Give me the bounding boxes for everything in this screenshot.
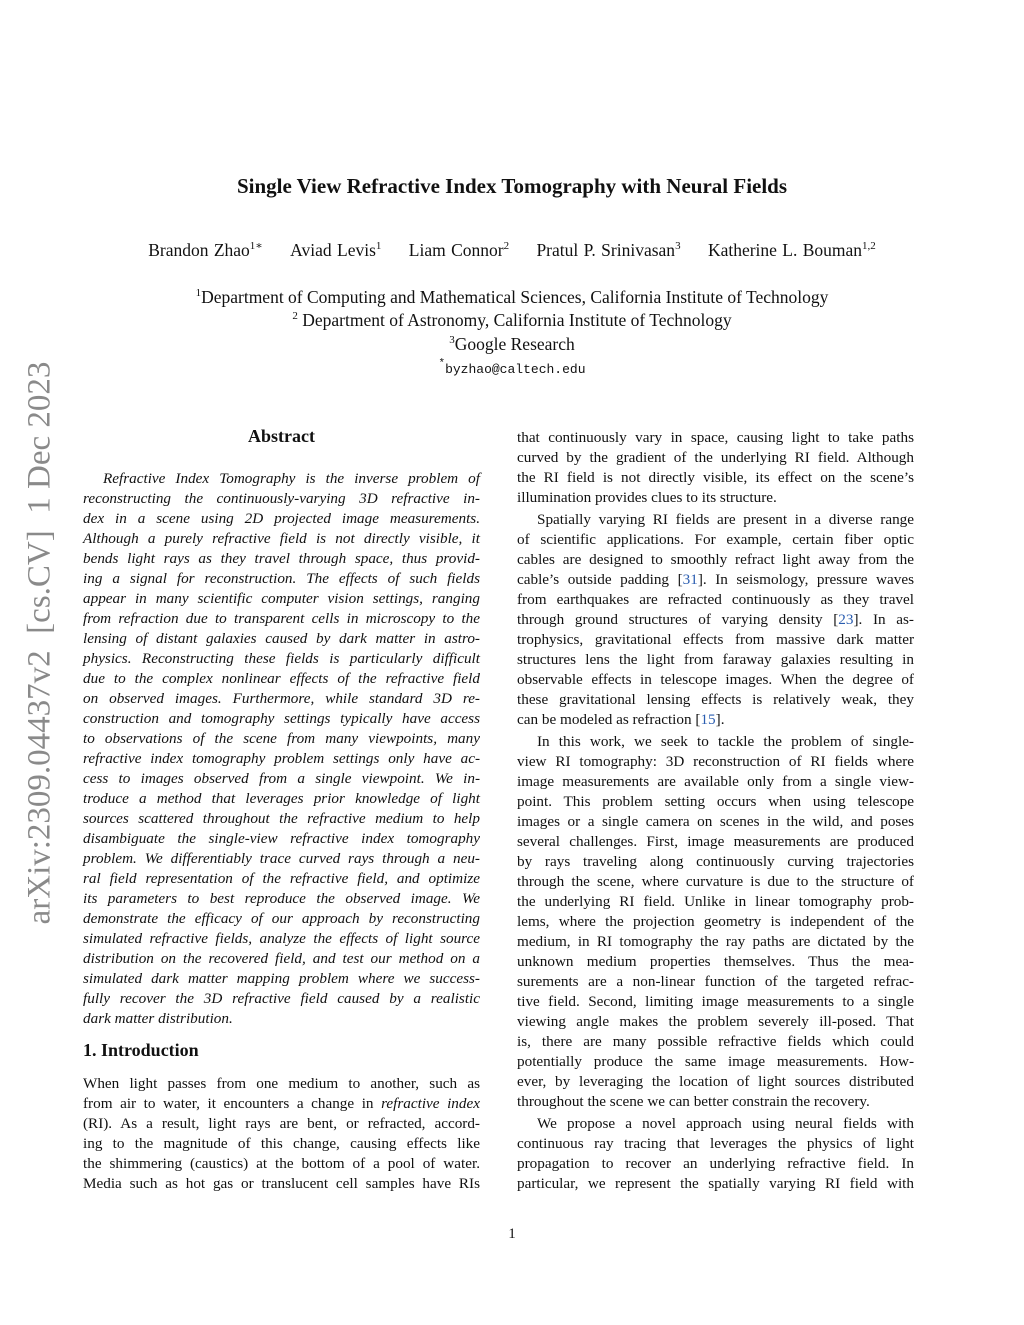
page-number: 1 — [508, 1226, 516, 1242]
text-line: bends light rays as they travel through space, thus provid- — [83, 550, 480, 567]
paragraph — [517, 428, 914, 508]
text-line: Although a purely refractive field is not directly visible, it — [83, 530, 480, 547]
author — [148, 240, 263, 260]
text-line: construction and tomography settings typically have access — [83, 710, 480, 727]
text-line: cables are designed to smoothly refract light away from the — [517, 551, 914, 568]
emphasis: refractive index — [381, 1095, 480, 1112]
text-line: from air to water, it encounters a change in refractive index — [83, 1095, 480, 1112]
text-line: by rays traveling along continuously curving trajectories — [517, 853, 914, 870]
email-sup: * — [438, 358, 446, 370]
author — [409, 240, 509, 260]
text-line: observable effects in telescope images. When the degree of — [517, 671, 914, 688]
text-line: of scientific applications. For example, certain fiber optic — [517, 531, 914, 548]
text-line: the underlying RI field. Unlike in linear tomography prob- — [517, 893, 914, 910]
text-line: structures lens the light from faraway galaxies resulting in — [517, 651, 914, 668]
text-line: tive field. Second, limiting image measurements to a single — [517, 993, 914, 1010]
author — [536, 240, 680, 260]
text-line: ing to the magnitude of this change, causing effects like — [83, 1135, 480, 1152]
text-line: (RI). As a result, light rays are bent, or refracted, accord- — [83, 1115, 480, 1132]
text-line: particular, we represent the spatially varying RI field with — [517, 1175, 914, 1192]
affiliation — [0, 287, 1024, 308]
paragraph — [83, 1074, 480, 1194]
contact-email[interactable] — [0, 358, 1024, 377]
affiliation-text: Department of Computing and Mathematical Sciences, California Institute of Technology — [201, 287, 829, 307]
text-line: cess to images observed from a single viewpoint. We in- — [83, 770, 480, 787]
text-line: demonstrate the efficacy of our approach by reconstructing — [83, 910, 480, 927]
text-line: problem. We differentiably trace curved rays through a neu- — [83, 850, 480, 867]
author-list — [0, 240, 1024, 261]
text-line: ral field representation of the refractive field, and optimize — [83, 870, 480, 887]
author-sup: 3 — [675, 240, 681, 252]
abstract-body — [83, 469, 480, 1029]
text-line: fully recover the 3D refractive field caused by a realistic — [83, 990, 480, 1007]
author-name: Pratul P. Srinivasan — [536, 240, 676, 260]
text-line: viewing angle makes the problem severely ill-posed. That — [517, 1013, 914, 1030]
author-name: Brandon Zhao — [148, 240, 250, 260]
affiliation — [0, 334, 1024, 355]
text-line: disambiguate the single-view refractive index tomography — [83, 830, 480, 847]
text-line: potentially produce the same image measurements. How- — [517, 1053, 914, 1070]
text-line: its parameters to best reproduce the observed image. We — [83, 890, 480, 907]
text-line: from earthquakes are refracted continuously as they travel — [517, 591, 914, 608]
text-line: propagation to recover an underlying refractive field. In — [517, 1155, 914, 1172]
email-text[interactable]: byzhao@caltech.edu — [445, 362, 586, 377]
text-line: these gravitational lensing effects is relatively weak, they — [517, 691, 914, 708]
author-name: Liam Connor — [408, 240, 504, 260]
text-line: simulated dark matter mapping problem where we success- — [83, 970, 480, 987]
author-sup: 1∗ — [249, 240, 263, 252]
affiliation-sup: 1 — [195, 287, 202, 299]
text-line: from refraction due to transparent cells in microscopy to the — [83, 610, 480, 627]
text-line: cable’s outside padding [31]. In seismology, pressure waves — [517, 571, 914, 588]
affiliation-text: Department of Astronomy, California Institute of Technology — [297, 310, 732, 330]
text-line: When light passes from one medium to another, such as — [83, 1075, 480, 1092]
text-line: surements are a non-linear function of the targeted refrac- — [517, 973, 914, 990]
text-line: view RI tomography: 3D reconstruction of RI fields where — [517, 753, 914, 770]
abstract-heading: Abstract — [248, 426, 315, 446]
author-sup: 1 — [375, 240, 382, 252]
text-line: throughout the scene we can better constrain the recovery. — [517, 1093, 870, 1110]
paragraph — [517, 732, 914, 1112]
text-line: distribution on the recovered field, and test our method on a — [83, 950, 480, 967]
text-line: Spatially varying RI fields are present in a diverse range — [537, 511, 914, 528]
affiliation-sup: 3 — [449, 334, 455, 346]
text-line: is, there are many possible refractive fields which could — [517, 1033, 914, 1050]
text-line: to observations of the scene from many viewpoints, many — [83, 730, 480, 747]
citation-link[interactable]: 31 — [682, 571, 698, 588]
text-line: curved by the gradient of the underlying RI field. Although — [517, 449, 914, 466]
paragraph — [517, 1114, 914, 1194]
text-line: the RI field is not directly visible, its effect on the scene’s — [517, 469, 914, 486]
paragraph — [83, 469, 480, 1029]
text-line: ing a signal for reconstruction. The effects of such fields — [83, 570, 480, 587]
text-line: dex in a scene using 2D projected image measurements. — [83, 510, 480, 527]
paper-title: Single View Refractive Index Tomography with Neural Fields — [236, 174, 788, 198]
text-line: physics. Reconstructing these fields is particularly difficult — [83, 650, 480, 667]
text-line: reconstructing the continuously-varying 3D refractive in- — [83, 490, 480, 507]
text-line: lems, where the projection geometry is independent of the — [517, 913, 914, 930]
right-column-body — [517, 428, 914, 1194]
author-sup: 2 — [503, 240, 510, 252]
text-line: on observed images. Furthermore, while standard 3D re- — [83, 690, 480, 707]
introduction-body — [83, 1074, 480, 1194]
text-line: lensing of distant galaxies caused by dark matter in astro- — [83, 630, 480, 647]
text-line: In this work, we seek to tackle the problem of single- — [537, 733, 914, 750]
text-line: through the scene, where curvature is due to the structure of — [517, 873, 914, 890]
text-line: dark matter distribution. — [83, 1010, 233, 1027]
text-line: several challenges. First, image measurements are produced — [517, 833, 914, 850]
text-line: continuous ray tracing that leverages the physics of light — [517, 1135, 914, 1152]
text-line: medium, in RI tomography the ray paths are dictated by the — [517, 933, 914, 950]
text-line: troduce a method that leverages prior knowledge of light — [83, 790, 480, 807]
text-line: can be modeled as refraction [15]. — [517, 711, 725, 728]
text-line: images or a single camera on scenes in the wild, and poses — [517, 813, 914, 830]
text-line: simulated refractive fields, analyze the effects of light source — [83, 930, 480, 947]
text-line: trophysics, gravitational effects from massive dark matter — [517, 631, 914, 648]
text-line: refractive index tomography problem settings only have ac- — [83, 750, 480, 767]
text-line: the shimmering (caustics) at the bottom of a pool of water. — [83, 1155, 480, 1172]
text-line: illumination provides clues to its structure. — [517, 489, 777, 506]
text-line: through ground structures of varying density [23]. In as- — [517, 611, 914, 628]
text-line: due to the complex nonlinear effects of the refractive field — [83, 670, 480, 687]
text-line: sources scattered throughout the refractive medium to help — [83, 810, 480, 827]
text-line: unknown medium properties themselves. Thus the mea- — [517, 953, 914, 970]
author-sup: 1,2 — [862, 240, 876, 252]
affiliation-sup: 2 — [292, 310, 298, 322]
text-line: Media such as hot gas or translucent cell samples have RIs — [83, 1175, 480, 1192]
text-line: image measurements are available only from a single view- — [517, 773, 914, 790]
text-line: We propose a novel approach using neural fields with — [537, 1115, 914, 1132]
author-name: Katherine L. Bouman — [707, 240, 863, 260]
arxiv-stamp: arXiv:2309.04437v2 [cs.CV] 1 Dec 2023 — [21, 361, 58, 925]
affiliation-text: Google Research — [454, 334, 575, 354]
text-line: point. This problem setting occurs when using telescope — [517, 793, 914, 810]
text-line: appear in many scientific computer vision settings, ranging — [83, 590, 480, 607]
citation-link[interactable]: 15 — [700, 711, 716, 728]
text-line: ever, by leveraging the location of light sources distributed — [517, 1073, 914, 1090]
introduction-heading: 1. Introduction — [83, 1040, 199, 1060]
text-line: that continuously vary in space, causing light to take paths — [517, 429, 914, 446]
author-name: Aviad Levis — [290, 240, 376, 260]
paragraph — [517, 510, 914, 730]
author — [290, 240, 381, 260]
affiliation — [0, 310, 1024, 331]
text-line: Refractive Index Tomography is the inverse problem of — [103, 470, 480, 487]
author — [708, 240, 876, 260]
citation-link[interactable]: 23 — [838, 611, 854, 628]
